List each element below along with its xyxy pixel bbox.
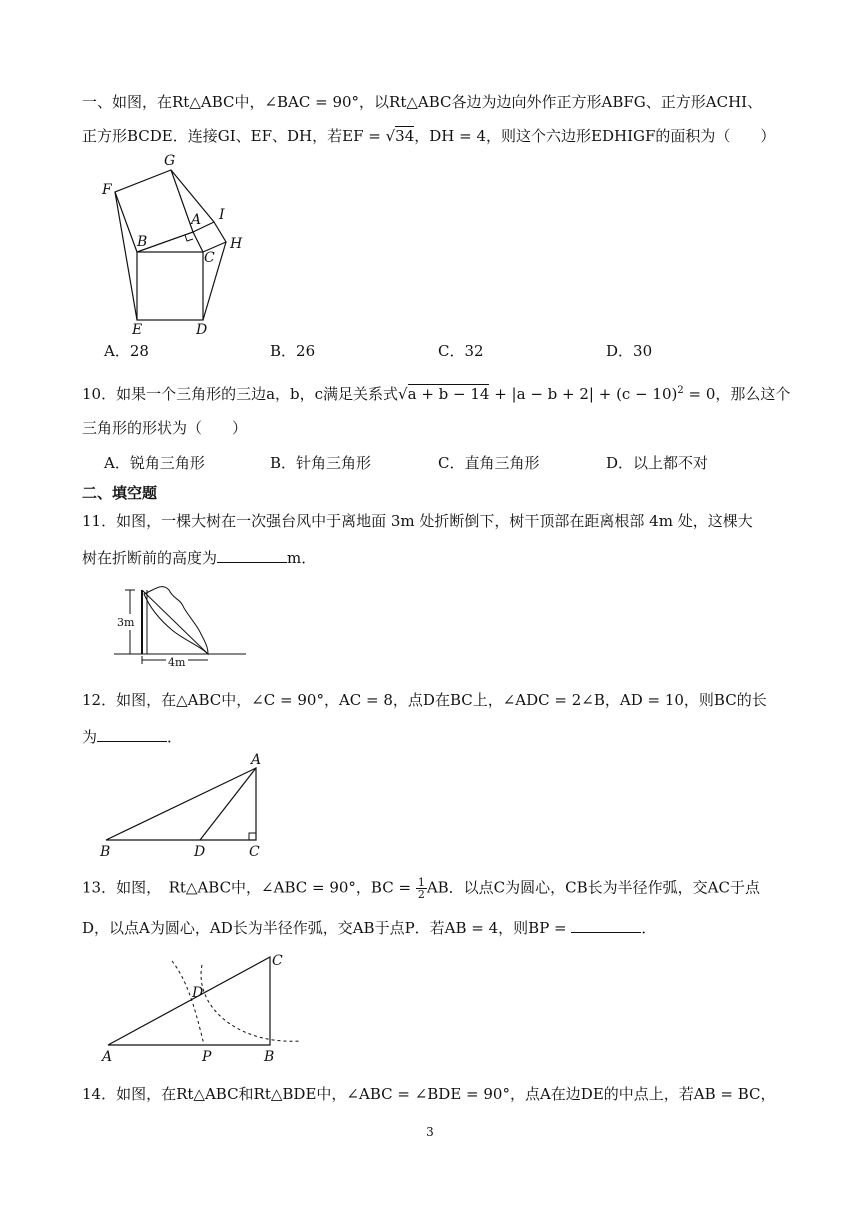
square-bcde (137, 252, 203, 320)
q12-figure (96, 750, 276, 862)
sqrt-sign: √ (385, 127, 396, 145)
arc-center-c (201, 965, 301, 1041)
label-f: F (102, 182, 112, 198)
q12-line1: 12．如图，在△ABC中，∠C = 90°，AC = 8，点D在BC上，∠ADC = 2∠B，AD = 10，则BC的长 (82, 691, 767, 709)
label-c: C (204, 250, 215, 266)
q10-choice-d[interactable]: D．以上都不对 (606, 454, 709, 472)
q13-line1 (82, 877, 760, 900)
label-a: A (102, 1049, 113, 1065)
q9-choice-b[interactable]: B．26 (270, 342, 316, 360)
q11-line2-a: 树在折断前的高度为 (82, 549, 218, 567)
right-angle-mark (249, 833, 256, 840)
page-number: 3 (426, 1125, 434, 1139)
q11-line2-b: m． (287, 549, 317, 567)
q10-line1-b: + |a − b + 2| + (c − 10) (489, 385, 678, 403)
triangle-abc (106, 768, 256, 840)
q10-choice-a[interactable]: A．锐角三角形 (104, 454, 205, 472)
label-a: A (251, 752, 262, 768)
q13-line2 (82, 916, 656, 938)
q9-choice-a[interactable]: A．28 (104, 342, 149, 360)
q9-line1: 一、如图，在Rt△ABC中，∠BAC = 90°，以Rt△ABC各边为边向外作正方形ABFG、正方形ACHI、 (82, 93, 763, 111)
q13-line1-b: AB．以点C为圆心，CB长为半径作弧，交AC于点 (426, 878, 760, 897)
fallen-trunk (142, 590, 208, 654)
q10-sqrt-value: a + b − 14 (407, 385, 490, 403)
sqrt-sign: √ (398, 385, 408, 403)
label-d: D (192, 985, 204, 1001)
q13-figure (96, 945, 316, 1067)
q11-line1: 11．如图，一棵大树在一次强台风中于离地面 3m 处折断倒下，树干顶部在距离根部 4m 处，这棵大 (82, 512, 753, 530)
fraction-denominator: 2 (417, 888, 425, 901)
q9-figure (96, 150, 286, 340)
q12-line2-a: 为 (82, 728, 98, 746)
triangle-abc (108, 957, 270, 1045)
q9-choice-c[interactable]: C．32 (438, 342, 484, 360)
q12-line2-b: ． (167, 728, 183, 746)
right-angle-mark (185, 235, 193, 241)
q12-line2 (82, 725, 182, 747)
label-c: C (272, 953, 283, 969)
q11-figure (114, 580, 250, 672)
q11-answer-blank[interactable] (217, 546, 287, 563)
q9-sqrt-value: 34 (395, 127, 415, 145)
label-i: I (219, 207, 225, 223)
q13-line2-a: D，以点A为圆心，AD长为半径作弧，交AB于点P．若AB = 4，则BP = (82, 919, 572, 937)
label-b: B (264, 1049, 275, 1065)
fraction-one-half (416, 877, 427, 900)
q12-answer-blank[interactable] (97, 725, 167, 742)
q9-choice-d[interactable]: D．30 (606, 342, 653, 360)
q13-line1-a: 13．如图， Rt△ABC中，∠ABC = 90°，BC = (82, 878, 416, 897)
label-b: B (100, 844, 111, 860)
q10-line2: 三角形的形状为（ ） (82, 419, 248, 437)
label-a: A (191, 212, 202, 228)
q14-line1: 14．如图，在Rt△ABC和Rt△BDE中，∠ABC = ∠BDE = 90°，点A在边DE的中点上，若AB = BC， (82, 1085, 776, 1103)
section-title-fill-blank: 二、填空题 (82, 484, 158, 502)
label-p: P (202, 1049, 212, 1065)
label-g: G (164, 153, 176, 169)
label-b: B (137, 234, 148, 250)
q10-line1-a: 10．如果一个三角形的三边a，b，c满足关系式 (82, 385, 399, 403)
segment-ef (115, 192, 137, 320)
label-3m: 3m (117, 616, 135, 629)
label-d: D (194, 844, 206, 860)
label-c: C (249, 844, 260, 860)
q13-line2-b: ． (641, 919, 657, 937)
q10-exponent: 2 (677, 385, 684, 396)
q10-line1 (82, 381, 790, 404)
q10-choice-b[interactable]: B．针角三角形 (270, 454, 372, 472)
q10-line1-c: = 0，那么这个 (683, 385, 791, 403)
label-4m: 4m (168, 656, 186, 669)
segment-ad (200, 768, 256, 840)
q9-line2 (82, 126, 775, 146)
q9-line2-a: 正方形BCDE．连接GI、EF、DH，若EF = (82, 127, 386, 145)
label-e: E (132, 322, 143, 338)
label-d: D (196, 322, 208, 338)
tree-crown (144, 587, 208, 654)
arc-center-a (172, 961, 204, 1045)
q9-line2-b: ，DH = 4，则这个六边形EDHIGF的面积为（ ） (414, 127, 776, 145)
fraction-numerator: 1 (417, 876, 425, 889)
q10-choice-c[interactable]: C．直角三角形 (438, 454, 540, 472)
q13-answer-blank[interactable] (571, 916, 641, 933)
label-h: H (230, 236, 243, 252)
q11-line2 (82, 546, 316, 568)
